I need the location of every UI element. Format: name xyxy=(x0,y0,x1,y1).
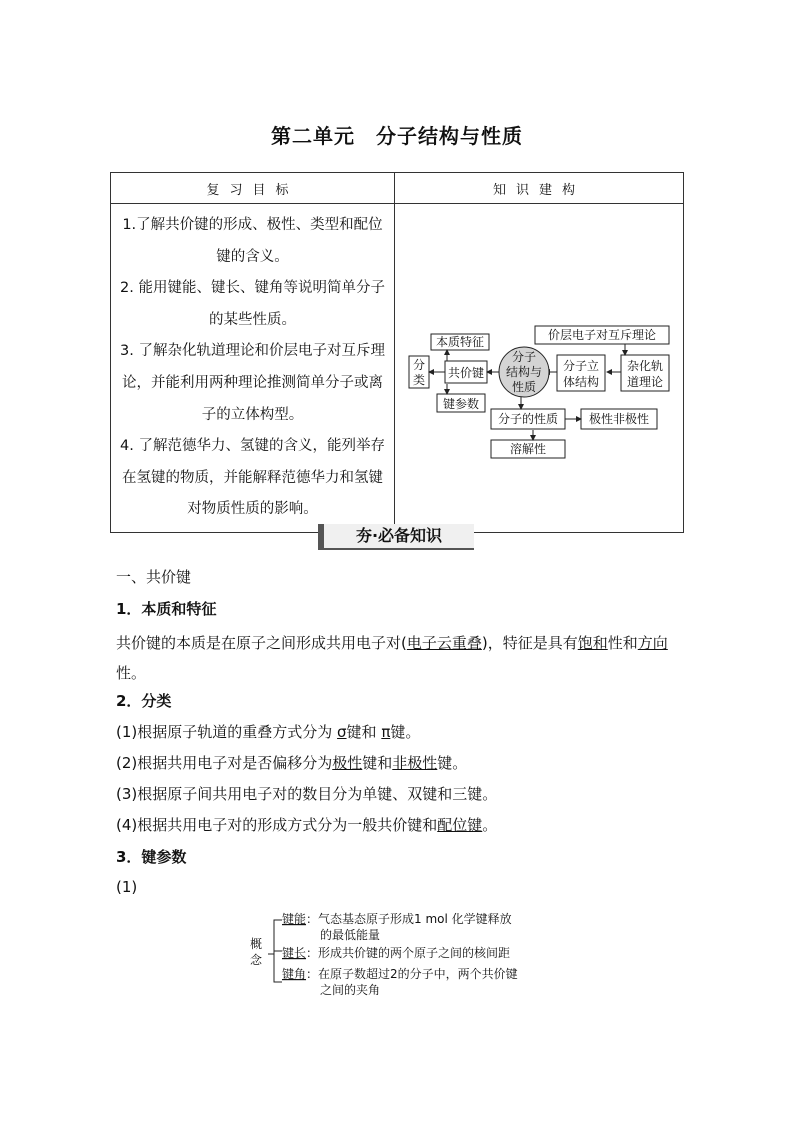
node-properties: 分子的性质 xyxy=(497,412,559,426)
goal-item: 2. 能用键能、键长、键角等说明简单分子的某些性质。 xyxy=(120,280,385,328)
review-goals-cell xyxy=(111,204,395,533)
text: 。 xyxy=(482,816,498,834)
desc-bond-length: ：形成共价键的两个原子之间的核间距 xyxy=(306,946,511,960)
term-bond-length: 键长 xyxy=(282,946,307,960)
classification-item: (3)根据原子间共用电子对的数目分为单键、双键和三键。 xyxy=(116,785,498,803)
center-node-line: 性质 xyxy=(511,380,537,394)
text: 性。 xyxy=(116,664,147,682)
text: 键。 xyxy=(390,723,421,741)
page-title: 第二单元 分子结构与性质 xyxy=(271,124,523,148)
center-node-line: 分子 xyxy=(511,350,537,364)
desc-bond-angle: ：在原子数超过2的分子中，两个共价键 xyxy=(306,967,518,981)
answer-underlined: π xyxy=(381,723,391,741)
knowledge-map-cell xyxy=(395,204,684,533)
review-goals-header: 复习目标 xyxy=(111,173,395,204)
answer-underlined: 非极性 xyxy=(392,754,438,772)
node-shape: 体结构 xyxy=(562,375,600,389)
answer-underlined: 配位键 xyxy=(437,816,483,834)
node-hybrid: 杂化轨 xyxy=(626,359,664,373)
knowledge-map-header: 知识建构 xyxy=(395,173,684,204)
node-hybrid: 道理论 xyxy=(626,375,664,389)
heading-covalent-bond: 一、共价键 xyxy=(116,568,192,586)
text: (2)根据共用电子对是否偏移分为 xyxy=(116,754,333,772)
classification-item xyxy=(116,814,497,835)
text: 共价键的本质是在原子之间形成共用电子对( xyxy=(116,634,407,652)
subheading-bond-parameters: 3．键参数 xyxy=(116,848,187,866)
goal-item: 3. 了解杂化轨道理论和价层电子对互斥理论，并能利用两种理论推测简单分子或离子的立体构型。 xyxy=(120,343,385,423)
item-number: (1) xyxy=(116,878,138,896)
text: 键。 xyxy=(437,754,468,772)
subheading-classification: 2．分类 xyxy=(116,692,172,710)
section-banner-label: 夯·必备知识 xyxy=(324,524,474,550)
paragraph-essence xyxy=(116,628,686,688)
answer-underlined: 饱和 xyxy=(577,634,608,652)
answer-underlined: 方向 xyxy=(637,634,668,652)
text: 性和 xyxy=(607,634,638,652)
goal-item: 1.了解共价键的形成、极性、类型和配位键的含义。 xyxy=(122,217,383,265)
text: 键和 xyxy=(346,723,382,741)
text: (1)根据原子轨道的重叠方式分为 xyxy=(116,723,338,741)
subheading-essence: 1．本质和特征 xyxy=(116,600,217,618)
node-vsepr: 价层电子对互斥理论 xyxy=(547,328,657,342)
node-polarity: 极性非极性 xyxy=(588,412,650,426)
term-bond-angle: 键角 xyxy=(282,967,307,981)
answer-underlined: σ xyxy=(337,723,347,741)
center-node-line: 结构与 xyxy=(505,365,543,379)
bond-parameter-diagram xyxy=(246,906,556,1006)
desc-bond-angle: 之间的夹角 xyxy=(320,983,381,997)
node-solubility: 溶解性 xyxy=(509,442,547,456)
desc-bond-energy: ：气态基态原子形成1 mol 化学键释放 xyxy=(306,912,512,926)
node-covalent: 共价键 xyxy=(447,366,485,380)
desc-bond-energy: 的最低能量 xyxy=(320,928,381,942)
concept-label: 念 xyxy=(250,953,263,967)
answer-underlined: 极性 xyxy=(332,754,363,772)
term-bond-energy: 键能 xyxy=(282,912,307,926)
text: 键和 xyxy=(362,754,393,772)
classification-item xyxy=(116,721,420,742)
concept-label: 概 xyxy=(250,937,263,951)
section-banner xyxy=(318,524,473,550)
answer-underlined: 电子云重叠 xyxy=(406,634,482,652)
node-bond-params: 键参数 xyxy=(442,397,480,411)
goal-item: 4. 了解范德华力、氢键的含义，能列举存在氢键的物质，并能解释范德华力和氢键对物质性质的影响。 xyxy=(120,438,385,518)
node-shape: 分子立 xyxy=(562,359,600,373)
review-table xyxy=(110,172,684,533)
node-essence: 本质特征 xyxy=(435,335,485,349)
text: )，特征是具有 xyxy=(481,634,578,652)
node-classify: 分 xyxy=(412,358,426,372)
text: (4)根据共用电子对的形成方式分为一般共价键和 xyxy=(116,816,438,834)
node-classify: 类 xyxy=(412,373,426,387)
classification-item xyxy=(116,752,467,773)
concept-map xyxy=(395,204,683,514)
